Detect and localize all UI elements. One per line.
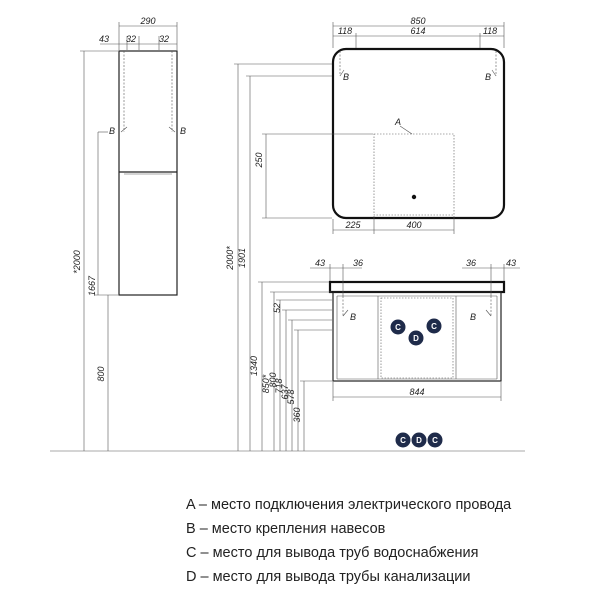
marker-a-mirror: A	[395, 117, 402, 127]
column-body	[119, 51, 177, 295]
column-cabinet	[109, 51, 186, 295]
svg-text:C: C	[432, 436, 438, 445]
dim-vanity-width: 844	[409, 387, 425, 397]
dim-vanity-800: 800	[268, 372, 278, 388]
marker-b-column-right: B	[180, 126, 187, 136]
dim-mirror-left-mount: 118	[337, 26, 353, 36]
marker-b-vanity-right: B	[470, 312, 477, 322]
column-vertical-dimensions	[72, 51, 118, 451]
dim-vanity-left-hinge: 36	[352, 258, 364, 268]
dim-column-body-height: 1667	[87, 275, 97, 297]
dim-column-width: 290	[140, 16, 156, 26]
mirror-socket-zone	[374, 134, 454, 215]
dim-column-floor-height: 800	[96, 366, 106, 382]
dim-vanity-360: 360	[292, 407, 302, 423]
marker-d-floor	[412, 433, 427, 448]
dim-vanity-52: 52	[272, 302, 282, 314]
mirror	[333, 49, 504, 218]
marker-b-mirror-right: B	[485, 72, 492, 82]
svg-text:C: C	[400, 436, 406, 445]
marker-b-vanity-left: B	[350, 312, 357, 322]
dim-column-left-hinge: 32	[125, 34, 137, 44]
dim-vanity-637: 637	[280, 384, 290, 400]
dim-mirror-right-mount: 118	[482, 26, 498, 36]
legend-item-a: A – место подключения электрического провода	[186, 497, 512, 513]
legend-item-c: C – место для вывода труб водоснабжения	[186, 545, 479, 561]
vanity-vertical-dimensions	[249, 282, 332, 451]
dim-vanity-850: 850*	[261, 374, 271, 394]
dim-mirror-width: 850	[410, 16, 426, 26]
dim-column-total-height: *2000	[72, 250, 82, 274]
legend-item-b: B – место крепления навесов	[186, 521, 386, 537]
svg-text:C: C	[431, 322, 437, 331]
dim-mirror-socket-width: 400	[406, 220, 422, 230]
mirror-top-dimensions	[333, 16, 504, 48]
dim-mirror-vertical-250: 250	[254, 152, 264, 168]
marker-d-vanity	[409, 331, 424, 346]
dim-vanity-578: 578	[286, 389, 296, 405]
marker-c-vanity-right	[427, 319, 442, 334]
dim-mirror-height-1901: 1901	[237, 247, 247, 269]
dim-vanity-1340: 1340	[249, 355, 259, 377]
mirror-sensor	[412, 195, 416, 199]
legend-item-d: D – место для вывода трубы канализации	[186, 569, 471, 585]
mirror-frame	[333, 49, 504, 218]
dim-vanity-right-hinge: 36	[465, 258, 477, 268]
vanity-top-dimensions	[310, 258, 520, 296]
mirror-vertical-dimensions	[225, 64, 373, 451]
svg-text:D: D	[416, 436, 422, 445]
svg-text:D: D	[413, 334, 419, 343]
dim-vanity-718: 718	[274, 378, 284, 394]
marker-c-floor-left	[396, 433, 411, 448]
dim-mirror-height-2000: 2000*	[225, 246, 235, 270]
legend	[186, 493, 586, 589]
marker-b-column-left: B	[109, 126, 116, 136]
vanity-width-dimension	[333, 382, 501, 401]
floor-pipe-markers	[396, 433, 443, 448]
dim-column-right-hinge: 32	[158, 34, 170, 44]
dim-vanity-left-edge: 43	[314, 258, 326, 268]
vanity-cabinet	[330, 282, 504, 381]
marker-c-floor-right	[428, 433, 443, 448]
svg-text:C: C	[395, 323, 401, 332]
dim-mirror-offset-a: 225	[345, 220, 361, 230]
marker-c-vanity-left	[391, 320, 406, 335]
column-top-dimensions	[99, 16, 177, 50]
vanity-countertop	[330, 282, 504, 292]
dim-column-left-edge: 43	[98, 34, 110, 44]
dim-vanity-right-edge: 43	[505, 258, 517, 268]
marker-b-mirror-left: B	[343, 72, 350, 82]
dim-mirror-mount-span: 614	[410, 26, 426, 36]
